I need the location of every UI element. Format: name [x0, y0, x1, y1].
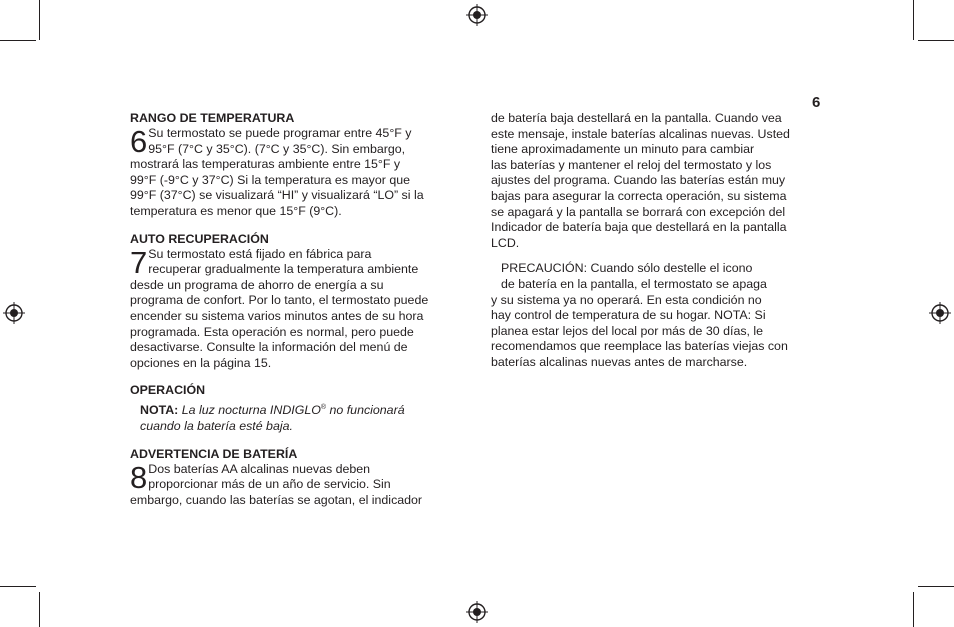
text-line: LCD. [491, 235, 520, 250]
note-label: NOTA: [140, 403, 179, 418]
section-operation [130, 383, 465, 434]
text-line: Su termostato se puede programar entre 45°F y [148, 126, 412, 140]
note-text: La luz nocturna INDIGLO [181, 403, 321, 418]
note [130, 400, 465, 434]
section-heading: ADVERTENCIA DE BATERÍA [130, 446, 298, 461]
text-line: baterías alcalinas nuevas antes de marcharse. [491, 354, 748, 369]
crop-mark [913, 0, 914, 40]
section-auto-recovery [130, 232, 465, 372]
note-text: cuando la batería esté baja. [140, 419, 293, 434]
registration-mark-icon [929, 302, 951, 324]
text-line: proporcionar más de un año de servicio. Sin [148, 477, 391, 492]
text-line: desactivarse. Consulte la información del menú de [130, 340, 408, 355]
text-line: tiene aproximadamente un minuto para cambiar [491, 142, 755, 157]
caution-paragraph [491, 261, 828, 370]
right-column [491, 111, 828, 371]
text-line: recomendamos que reemplace las baterías viejas con [491, 339, 788, 354]
text-line: bajas para asegurar la correcta operación, su sistema [491, 188, 787, 203]
text-line: este mensaje, instale baterías alcalinas nuevas. Usted [491, 126, 790, 141]
paragraph [130, 459, 465, 509]
text-line: desde un programa de ahorro de energía a su [130, 277, 384, 292]
section-heading: OPERACIÓN [130, 383, 206, 398]
crop-mark [0, 586, 36, 587]
text-line: encender su sistema varios minutos antes de su hora [130, 308, 424, 323]
text-line: ajustes del programa. Cuando las baterías están muy [491, 173, 786, 188]
text-line: 99°F (-9°C y 37°C) Si la temperatura es mayor que [130, 172, 410, 187]
section-temperature-range [130, 111, 465, 220]
note-text: no funcionará [326, 403, 405, 418]
text-line: de batería en la pantalla, el termostato se apaga [501, 276, 767, 291]
step-number: 6 [130, 124, 148, 159]
paragraph [130, 244, 465, 372]
section-heading: RANGO DE TEMPERATURA [130, 111, 295, 125]
text-line: programa de confort. Por lo tanto, el termostato puede [130, 293, 429, 308]
crop-mark [918, 586, 954, 587]
text-line: programada. Esta operación es normal, pero puede [130, 324, 414, 339]
crop-mark [913, 592, 914, 627]
paragraph [491, 111, 828, 251]
text-line: y su sistema ya no operará. En esta condición no [491, 292, 762, 307]
step-number: 8 [130, 459, 148, 495]
paragraph [130, 126, 465, 220]
text-line: temperatura es menor que 15°F (9°C). [130, 203, 342, 218]
text-line: PRECAUCIÓN: Cuando sólo destelle el icono [501, 261, 753, 276]
text-line: planea estar lejos del local por más de 30 días, le [491, 323, 764, 338]
section-battery-warning [130, 447, 465, 509]
text-line: las baterías y mantener el reloj del termostato y los [491, 157, 772, 172]
text-line: se apagará y la pantalla se borrará con excepción del [491, 204, 786, 219]
text-line: mostrará las temperaturas ambiente entre 15°F y [130, 157, 401, 172]
text-line: Su termostato está fijado en fábrica para [148, 246, 372, 261]
crop-mark [39, 0, 40, 40]
registration-mark-icon [466, 4, 488, 26]
crop-mark [39, 592, 40, 627]
text-line: embargo, cuando las baterías se agotan, el indicador [130, 492, 423, 507]
text-line: recuperar gradualmente la temperatura ambiente [148, 262, 419, 277]
text-line: Dos baterías AA alcalinas nuevas deben [148, 461, 371, 476]
crop-mark [0, 40, 36, 41]
text-line: hay control de temperatura de su hogar. NOTA: Si [491, 308, 766, 323]
text-line: 99°F (37°C) se visualizará “HI” y visualizará “LO” si la [130, 188, 424, 203]
registered-mark: ® [320, 404, 327, 412]
text-line: Indicador de batería baja que destellará en la pantalla [491, 220, 787, 235]
registration-mark-icon [466, 601, 488, 623]
page-number: 6 [812, 94, 821, 111]
crop-mark [918, 40, 954, 41]
registration-mark-icon [3, 302, 25, 324]
text-line: de batería baja destellará en la pantalla. Cuando vea [491, 111, 782, 125]
text-line: opciones en la página 15. [130, 355, 272, 370]
text-line: 95°F (7°C y 35°C). (7°C y 35°C). Sin embargo, [148, 141, 406, 156]
step-number: 7 [130, 244, 148, 280]
section-heading: AUTO RECUPERACIÓN [130, 231, 269, 246]
left-column [130, 111, 465, 520]
